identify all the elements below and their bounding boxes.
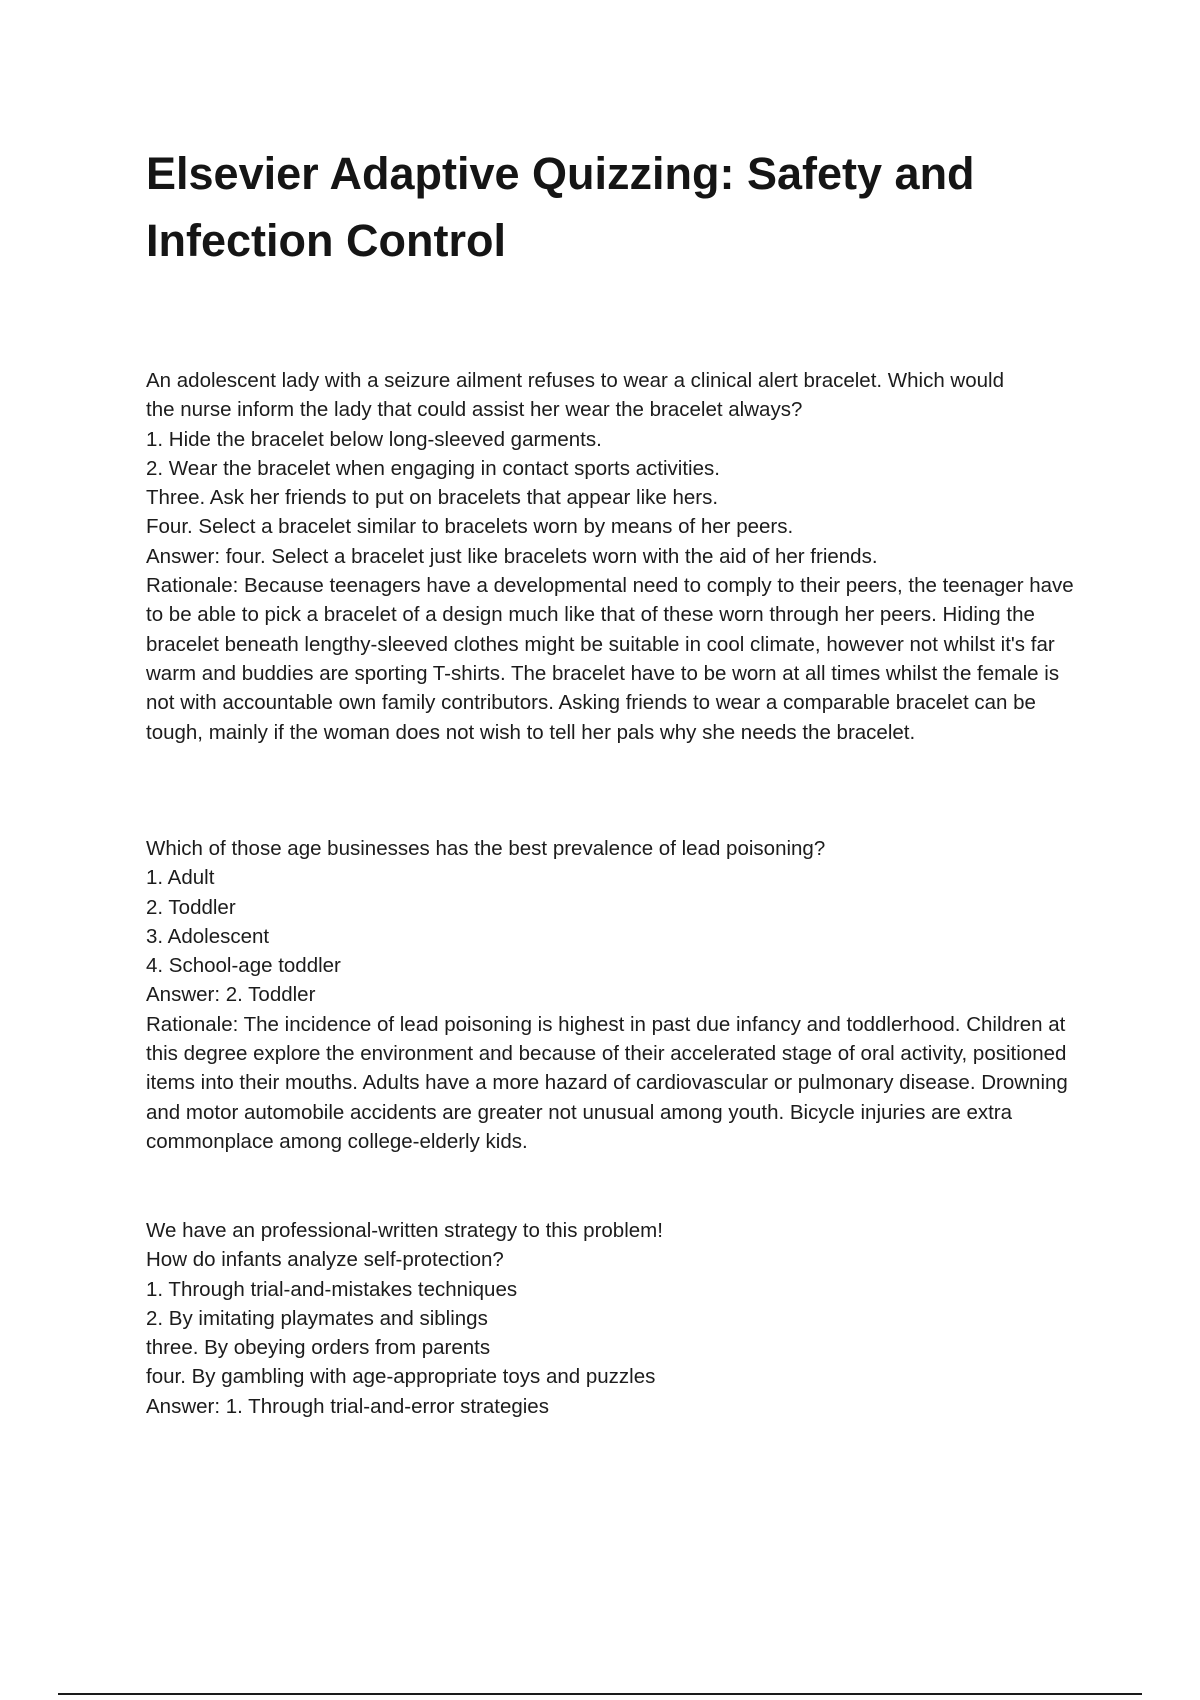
answer-option: Four. Select a bracelet similar to bracelets worn by means of her peers. [146,515,794,539]
rationale: Rationale: Because teenagers have a developmental need to comply to their peers, the teenager have to be able to pick a bracelet of a design much like that of these worn through her peers. Hiding the bracelet beneath lengthy-sleeved clothes might be suitable in cool climate, however not whilst it's far warm and buddies are sporting T-shirts. The bracelet have to be worn at all times whilst the female is not with accountable own family contributors. Asking friends to wear a comparable bracelet can be tough, mainly if the woman does not wish to tell her pals why she needs the bracelet. [146,574,1074,744]
rationale: Rationale: The incidence of lead poisoning is highest in past due infancy and toddlerhood. Children at this degree explore the environment and because of their accelerated stage of oral activity, positioned items into their mouths. Adults have a more hazard of cardiovascular or pulmonary disease. Drowning and motor automobile accidents are greater not unusual among youth. Bicycle injuries are extra commonplace among college-elderly kids. [146,1012,1068,1153]
question-block-3 [146,1216,1091,1421]
answer-option: 1. Hide the bracelet below long-sleeved garments. [146,427,602,451]
answer-option: 4. School-age toddler [146,954,341,978]
answer-option: three. By obeying orders from parents [146,1336,491,1360]
question-text-line: the nurse inform the lady that could assist her wear the bracelet always? [146,398,803,422]
answer-option: 2. Toddler [146,895,236,919]
correct-answer: Answer: 2. Toddler [146,983,316,1007]
question-text: How do infants analyze self-protection? [146,1248,504,1272]
answer-option: 3. Adolescent [146,924,270,948]
question-block-2 [146,834,1091,1156]
question-intro: We have an professional-written strategy to this problem! [146,1219,663,1242]
answer-option: 2. Wear the bracelet when engaging in contact sports activities. [146,456,720,480]
question-block-1 [146,366,1091,747]
answer-option: 2. By imitating playmates and siblings [146,1306,488,1330]
correct-answer: Answer: 1. Through trial-and-error strategies [146,1394,549,1418]
answer-option: four. By gambling with age-appropriate toys and puzzles [146,1365,656,1389]
answer-option: Three. Ask her friends to put on bracelets that appear like hers. [146,486,719,510]
correct-answer: Answer: four. Select a bracelet just like bracelets worn with the aid of her friends. [146,544,878,568]
footer-divider [58,1693,1142,1695]
answer-option: 1. Through trial-and-mistakes techniques [146,1277,518,1301]
question-text: Which of those age businesses has the best prevalence of lead poisoning? [146,837,826,860]
answer-option: 1. Adult [146,866,215,890]
page-title: Elsevier Adaptive Quizzing: Safety and Infection Control [146,148,975,266]
question-text-line: An adolescent lady with a seizure ailment refuses to wear a clinical alert bracelet. Which would [146,369,1004,392]
